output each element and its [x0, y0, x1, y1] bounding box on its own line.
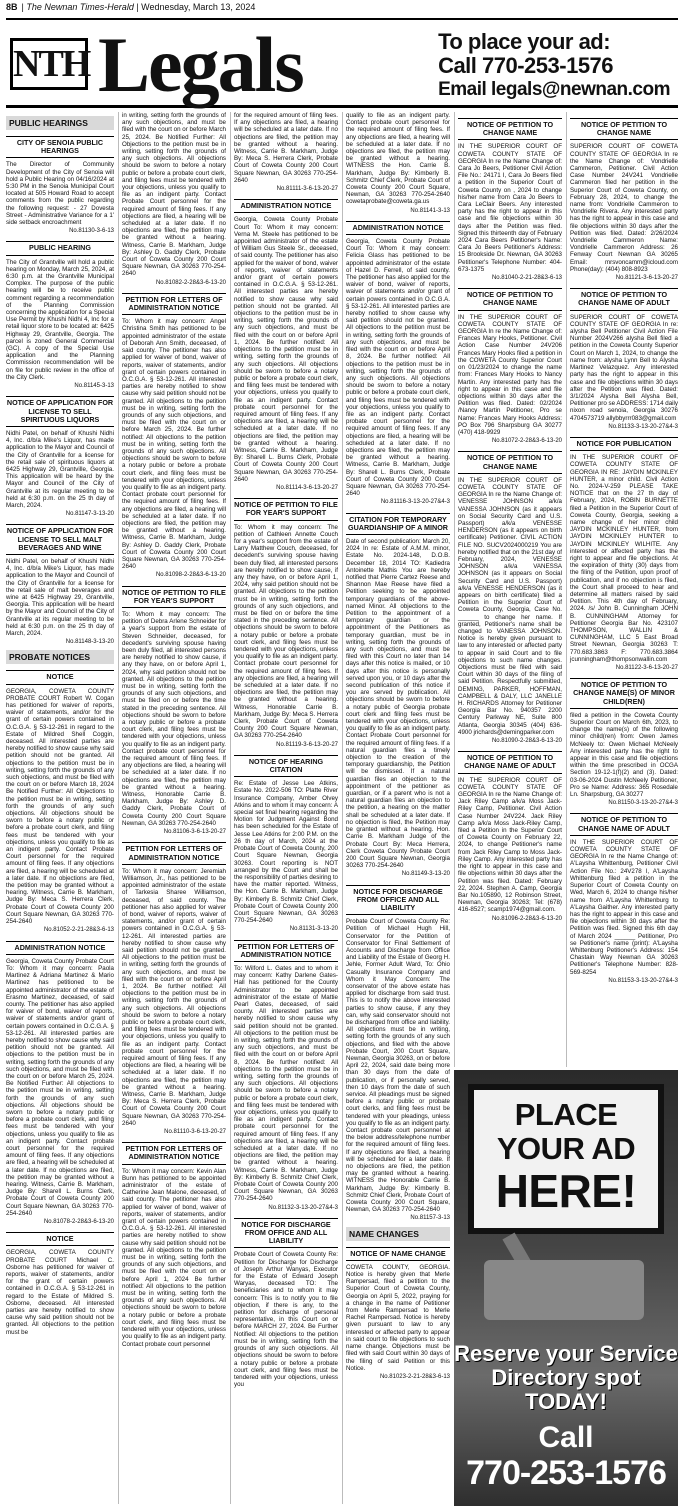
- notice-body: To: Wilford L. Gates and to whom it may concern: Kathy Darlene Gates-Hall has petitioned for the County Administrator to be appointed administrator of the estate of Mattie Pearl Gates, deceased, of said county. All interested parties are hereby notified to show cause why said petition should not be granted. All objections to the petition must be in writing, setting forth the grounds of any such objections, and must be filed with the court on or before April 8, 2024. Be further notified: All objections to the petition must be in writing, setting forth the grounds of any such objections. All objections should be sworn to before a notary public or before a probate court clerk, and filing fees must be tendered with your objections, unless you qualify to file as an indigent party. Contact probate court personnel for the required amount of filing fees. If any objections are filed, a hearing will be scheduled at a later date. If no objections are filed, the petition may be granted without a hearing. Witness, Carrie B. Markham, Judge By: Kimberly B. Schmitz Chief Clerk, Probate Court of Coweta County 200 Court Square Newnan, GA 30263 770-254-2640: [234, 964, 338, 1203]
- notice-title: NOTICE OF NAME CHANGE: [346, 1247, 450, 1261]
- notice-body: COWETA COUNTY, GEORGIA. Notice is hereby given that Merle Rampersad, filed a petition to the Superior Court of Coweta County, Georgia on April 5, 2022, praying for a change in the name of Petitioner from Merle Rampersad to Merle Rachel Rampersad. Notice is hereby given pursuant to law to any interested or affected party to appear in said court to file objections to such name change. Objections must be filed with said Court within 30 days of the filing of said Petition or this Notice.: [346, 1263, 450, 1372]
- nth-logo: NTH: [10, 38, 88, 90]
- notice-title: NOTICE OF APPLICATION FOR LICENSE TO SELL SPIRITUOUS LIQUORS: [6, 396, 114, 427]
- notice-ref: No.81149-3-13-20: [401, 871, 450, 878]
- notice-body: SUPERIOR COURT OF COWETA COUNTY STATE OF GEORGIA In re the Name Change of: Vondrielle Cammeron, Petitioner. Civil Action Case Number 24V241 Vondrielle Cammeron filed her petition in the Superior Court of Coweta County, on February 28, 2024, to change the name from: Vondrielle Cammeron to Vondrielle Rivera. Any interested party has the right to appear in this case and file objections within 30 days after the Petition was filed. Dated: 2/26/2024 Vondrielle Cammeron Name: Vondrielle Cammeron Address: 26 Fenway Court Newnan GA 30265 Email: mrsvoncamm@icloud.com Phone(day): (404) 808-8923: [570, 143, 678, 273]
- notice-body: Probate Court of Coweta County Re: Petition for Discharge for Discharge of Joseph Arthur Wanyas, Executor for the Estate of Edward Joseph Waryas, deceased TO: The beneficiaries and to whom it may concern: This is to notify you to file objection, if there is any, to the petition for discharge of personal representative, in this Court on or before MARCH 27, 2024. Be Further Notified: All objections to the petition must be in writing, setting forth the grounds of any such objections. All objections should be sworn to before a notary public or before a probate court clerk, and filing fees must be tendered with your objections, unless you: [234, 1251, 338, 1389]
- notice-ref: No.81148-3-13-20: [65, 639, 114, 646]
- notice-ref: No.81145-3-13: [74, 383, 114, 390]
- place-ad-phone: Call 770-253-1576: [438, 53, 614, 78]
- notice-title: ADMINISTRATION NOTICE: [346, 221, 450, 235]
- ad-call-label: Call: [538, 1421, 594, 1454]
- notice-ref: No.81121-3-6-13-20-27: [615, 275, 678, 282]
- notice-body: filed a petition in the Coweta County Superior Court on March 6th, 2023, to change the name(s) of the following minor child(ren) from: Owen James McNeely to: Owen Michael McNeely Any interested party has the right to appear in this case and file objections within the time prescribed in OCGA Section 19-12-1(f)(2) and (3). Dated: 03-06-2024 Dustin McNeely Petitioner, Pro se Name: Address: 365 Rosedale Ln. Sharpsburg, GA 30277: [570, 711, 678, 799]
- notice-ref: No.81072-2-28&3-6-13-20: [491, 438, 562, 445]
- ad-sign-text: [474, 1098, 658, 1216]
- page-number: 8B: [6, 2, 18, 12]
- notice-title: NOTICE FOR PUBLICATION: [570, 437, 678, 451]
- notice-title: ADMINISTRATION NOTICE: [234, 199, 338, 213]
- notice-ref: No.81141-3-13: [410, 207, 450, 214]
- page-folio: 8B | The Newnan Times-Herald | Wednesday, March 13, 2024: [6, 2, 256, 12]
- notice-body: IN THE SUPERIOR COURT OF COWETA COUNTY STATE OF GEORGIA IN RE: JAYDIN MCKINLEY HUNTER, a minor child. Civil Action No. 2024-V-259 PLEASE TAKE NOTICE that on the 27 th day of February, 2024, ROBIN BURNETTE filed a Petition in the Superior Court of Coweta County, Georgia, seeking a name change of her minor child JAYDIN MCKINLEY HUNTER, from JAYDIN MCKINLEY HUNTER to JAYDIN MCKINLEY WILHITE. Any interested or affected party has the right to appear and file objections. At the expiration of thirty (30) days from the filing of the Petition, upon proof of publication, and if no objection is filed, the Court shall proceed to hear and determine all matters raised by said Petition. This 4th day of February, 2024. /s/ John B. Cunningham JOHN B. CUNNINGHAM Attorney for Petitioner Georgia Bar No. 423107 THOMPSON, WALLIN & CUNNINGHAM, LLC 5 East Broad Street Newnan, Georgia 30263 T: 770.683.3863 F: 770.683.3864 jcunningham@thompsonwallin.com: [570, 454, 678, 663]
- notice-ref: No.81122-3-6-13-20-27: [615, 665, 678, 672]
- notice-title: NOTICE OF PETITION TO CHANGE NAME OF ADULT: [570, 288, 678, 310]
- ad-phone-number: 770-253-1576: [466, 1454, 666, 1492]
- place-ad-heading: To place your ad:: [438, 29, 611, 54]
- issue-date: Wednesday, March 13, 2024: [141, 2, 256, 12]
- notice-title: NOTICE OF PETITION TO CHANGE NAME: [458, 288, 562, 310]
- notice-ref: No.81078-2-28&3-6-13-20: [43, 1219, 114, 1226]
- notice-title: PETITION FOR LETTERS OF ADMINISTRATION NOTICE: [122, 1142, 226, 1164]
- notice-body: To: Whom it may concern: The petition of Debra Arlene Schneider for a year's support from the estate of Steven Schneider, deceased, for decedent's surviving spouse having been duly filed, all interested persons are hereby notified to show cause, if any they have, on or before April 1, 2024, why said petition should not be granted. All objections to the petition must be in writing, setting forth the grounds of any such objections, and must be filed on or before the time stated in the preceding sentence. All objections should be sworn to before a notary public or before a probate court clerk, and filing fees must be tendered with your objections, unless you qualify to file as an indigent party. Contact probate court personnel for the required amount of filing fees. If any objections are filed, a hearing will be scheduled at a later date. If no objections are filed, the petition may be granted without a hearing. Witness, Honorable Carrie B. Markham, Judge By: Ashley D. Gaddy Clerk, Probate Court of Coweta County 200 Court Square Newnan, GA 30263 770-254-2640: [122, 611, 226, 827]
- notice-title: NOTICE OF PETITION TO CHANGE NAME: [458, 118, 562, 140]
- notice-title: NOTICE OF PETITION TO FILE FOR YEAR'S SUPPORT: [234, 498, 338, 520]
- section-header-name-changes: NAME CHANGES: [346, 1227, 450, 1241]
- notice-ref: No.81040-2-21-28&3-6-13: [491, 275, 562, 282]
- column-2: [118, 112, 226, 1504]
- notice-ref: No.81110-3-6-13-20-27: [164, 1129, 226, 1136]
- notice-ref: No.81090-2-28&3-6-13-20: [491, 738, 562, 745]
- notice-ref: No.81150-3-13-20-27&4-3: [608, 800, 678, 807]
- notice-title: CITATION FOR TEMPORARY GUARDIANSHIP OF A MINOR: [346, 513, 450, 535]
- notice-body: Nidhi Patel, on behalf of Khushi Nidhi 4, Inc. d/b/a Mike's Liquor, has made application to the Mayor and Council of the City of Grantville for a license for the retail sale of spirituous liquors at 6425 Highway 29, Grantville, Georgia. This application will be heard by the Mayor and Council of the City of Grantville at its regular meeting to be held at 6:30 p.m. on the 25 th day of March, 2024.: [6, 429, 114, 509]
- notice-body: Re: Estate of Jesse Lee Atkins, Estate No. 2022-506 TO: Platte River Insurance Company, Amber Olvey Atkins and to whom it may concern: A special set final hearing regarding the Motion for Judgment Against Bond has been scheduled for the Estate of Jesse Lee Atkins for 2:00 P.M. on the 26 th day of March, 2024 at the Probate Court of Coweta County, 200 Court Square Newnan, Georgia 30263. Court reporting is NOT arranged by the Court and shall be the responsibility of parties desiring to have the matter reported. Witness, the Hon. Carrie B. Markham, Judge By: Kimberly B. Schmitz Chief Clerk, Probate Court of Coweta County 200 Court Square Newnan, GA 30263 770-254-2640: [234, 780, 338, 925]
- notice-title: NOTICE OF PETITION TO CHANGE NAME: [458, 451, 562, 473]
- notice-title: NOTICE OF PETITION TO CHANGE NAME: [570, 118, 678, 140]
- paper-name: The Newnan Times-Herald: [26, 2, 134, 12]
- column-4: [342, 112, 450, 1504]
- notice-title: NOTICE OF PETITION TO FILE FOR YEAR'S SUPPORT: [122, 586, 226, 608]
- ad-sign-line2: HERE!: [495, 1165, 637, 1217]
- ad-signboard: [468, 1084, 664, 1234]
- notice-ref: No.81052-2-21-28&3-6-13: [43, 927, 114, 934]
- notice-title: PUBLIC HEARING: [6, 241, 114, 255]
- notice-body: Probate Court of Coweta County Re: Petition of Michael Hugh Hill, Conservator for the Petition of Conservator for Final Settlement of Accounts and Discharge from Office and Liability of the Estate of Georg H. Jehle, Former Adult Ward, To: Ohio Casualty Insurance Company and Whom it May Concern: The conservator of the above estate has applied for discharge from said trust. This is to notify the above interested parties to show cause, if any they can, why said conservator should not be discharged from office and liability. All objections must be in writing, setting forth the grounds of any such objections, and filed with the above Probate Court, 200 Court Square, Newnan, Georgia 30263, on or before April 22, 2024, said date being more than 30 days from the date of publication, or if personally served, then 10 days from the date of such service. All pleadings must be signed before a notary public or probate court clerks, and filing fees must be tendered with your pleadings, unless you qualify to file as an indigent party. Contact probate court personnel at the below address/telephone number for the required amount of filing fees. If any objections are filed, a hearing will be scheduled for a later date. If no objections are filed, the petition may be granted without a hearing. WITNESS the Honorable Carrie B. Markham, Judge By: Kimberly B. Schmitz Chief Clerk, Probate Court of Coweta County 200 Court Square, Newnan, GA 30263 770-254-2640: [346, 918, 450, 1214]
- notice-body: Georgia, Coweta County Probate Court To: Whom it may concern: Felicia Glass has petitioned to be appointed administrator of the estate of Hazel D. Ferrell, of said county. The petitioner has also applied for the waiver of bond, waiver of reports, waiver of statements and/or grant of certain powers contained in O.C.G.A. § 53-12-261. All interested parties are hereby notified to show cause why said petition should not be granted. All objections to the petition must be in writing, setting forth the grounds of any such objections, and must be filed with the court on or before April 8, 2024. Be further notified: All objections to the petition must be in writing, setting forth the grounds of any such objections. All objections should be sworn to before a notary public or before a probate court clerk, and filing fees must be tendered with your objections, unless you qualify to file as an indigent party. Contact probate court personnel for the required amount of filing fees. If any objections are filed, a hearing will be scheduled at a later date. If no objections are filed, the petition may be granted without a hearing. Witness, Carrie B. Markham, Judge By: Sharell L. Burns Clerk, Probate Court of Coweta County 200 Court Square Newnan, GA 30263 770-254-2640: [346, 238, 450, 498]
- notice-ref: No.81114-3-6-13-20-27: [276, 484, 338, 491]
- notice-body: in writing, setting forth the grounds of any such objections, and must be filed with the court on or before March 25, 2024. Be Notified Further: All Objections to the petition must be in writing, setting forth the grounds of any such objections. All objections should be sworn to before a notary public or before a probate court clerk, and filing fees must be tendered with your objections, unless you qualify to file as an indigent party. Contact Probate Court personnel for the required amount of filing fees. If any objections are filed, a hearing will be scheduled at a later date. If no objections are filed, the petition may be granted without a hearing. Witness, Carrie B. Markham, Judge By: Ashley D. Gaddy Clerk, Probate Court of Coweta County 200 Court Square Newnan, GA 30263 770-254-2640: [122, 112, 226, 278]
- notice-title: NOTICE FOR DISCHARGE FROM OFFICE AND ALL LIABILITY: [234, 1218, 338, 1249]
- notice-title: NOTICE OF PETITION TO CHANGE NAME OF ADULT: [570, 813, 678, 835]
- notice-title: NOTICE OF APPLICATION FOR LICENSE TO SELL MALT BEVERAGES AND WINE: [6, 524, 114, 555]
- notice-title: NOTICE: [6, 670, 114, 684]
- notice-body: To: Whom it may concern: Kevin Alan Bunn has petitioned to be appointed administrator of the estate of Catherine Jean Malone, deceased, of said county. The petitioner has also applied for waiver of bond, waiver of reports, waiver of statements, and/or grant of certain powers contained in O.C.G.A. § 53-12-261. All interested parties are hereby notified to show cause why said petition should not be granted. All objections to the petition must be in writing, setting forth the grounds of any such objections, and must be filed with the court on or before April 1, 2024 Be further notified: All objections to the petition must be in writing, setting forth the grounds of any such objections. All objections should be sworn to before a notary public or before a probate court clerk, and filing fees must be tendered with your objections, unless you qualify to file as an indigent party. Contact probate court personnel: [122, 1167, 226, 1348]
- column-3: [230, 112, 338, 1504]
- notice-title: NOTICE OF PETITION TO CHANGE NAME OF ADULT: [458, 751, 562, 773]
- notice-title: NOTICE OF HEARING CITATION: [234, 755, 338, 777]
- notice-ref: No.81157-3-13: [410, 1215, 450, 1222]
- notice-body: Georgia, Coweta County Probate Court To: Whom it may concern: Verna M. Steele has petitioned to be appointed administrator of the estate of William Gus Steele Sr., deceased, of said county. The petitioner has also applied for the waiver of bond, waiver of reports, waiver of statements and/or grant of certain powers contained in O.C.G.A. § 53-12-261. All interested parties are hereby notified to show cause why said petition should not be granted. All objections to the petition must be in writing, setting forth the grounds of any such objections, and must be filed with the court on or before April 1, 2024. Be further notified: All objections to the petition must be in writing, setting forth the grounds of any such objections. All objections should be sworn to before a notary public or before a probate court clerk, and filing fees must be tendered with your objections, unless you qualify to file as an indigent party. Contact probate court personnel for the required amount of filing fees. If any objections are filed, a hearing will be scheduled at a later date. If no objections are filed, the petition may be granted without a hearing. Witness, Carrie B. Markham, Judge By: Sharell L. Burns Clerk, Probate Court of Coweta County 200 Court Square Newnan, GA 30263 770-254-2640: [234, 216, 338, 483]
- ad-reserve-text: Reserve your Service Directory spot TODAY!: [454, 1341, 678, 1414]
- notice-body: SUPERIOR COURT OF COWETA COUNTY STATE OF GEORGIA In re: alysha Bell Petitioner Civil Action File Number 2024V266 alysha Bell filed a petition in the Coweta County Superior Court on March 1, 2024, to change the name from: alysha Lynn Bell to Alysha Martinez Velazquez. Any interested party has the right to appear in this case and file objections within 30 days after the Petition was filed. Dated: 3/1/2024 Alysha Bell Alysha Bell, Petitioner pro se ADDRESS: 1714 daily nixon road senoia, Georgia 30276 4704573719 allybbyrrr083@gmail.com: [570, 313, 678, 422]
- notice-title: PETITION FOR LETTERS OF ADMINISTRATION NOTICE: [122, 293, 226, 315]
- notice-ref: No.81131-3-13-20: [289, 926, 338, 933]
- section-header-public-hearings: PUBLIC HEARINGS: [6, 116, 114, 130]
- notice-title: ADMINISTRATION NOTICE: [6, 941, 114, 955]
- notice-ref: No.81130-3-6-13: [69, 228, 114, 235]
- notice-ref: No.81082-2-28&3-6-13-20: [155, 279, 226, 286]
- section-title: Legals: [98, 21, 303, 108]
- notice-body: The City of Grantville will hold a public hearing on Monday, March 25, 2024, at 6:30 p.m. at the Grantville Municipal Complex. The purpose of the public hearing will be to receive public comment regarding a recommendation of the Planning Commission concerning the application for a Special Use Permit by Khushi Nidhi 4, Inc for a retail liquor store to be located at: 6425 Highway 29, Grantville, Georgia. The parcel is zoned General Commercial (GC). A copy of the Special Use application and the Planning Commission recommendation will be on file for public review in the office of the City Clerk.: [6, 258, 114, 381]
- notice-title: PETITION FOR LETTERS OF ADMINISTRATION NOTICE: [234, 940, 338, 962]
- ad-sign-line1: PLACE YOUR AD: [496, 1097, 636, 1166]
- notice-title: NOTICE FOR DISCHARGE FROM OFFICE AND ALL LIABILITY: [346, 885, 450, 916]
- notice-body: for the required amount of filing fees. If any objections are filed, a hearing will be scheduled at a later date. If no objections are filed, the petition may be granted without a hearing. Witness, Carrie B. Markham, Judge By: Meca S. Herrera Clerk, Probate Court of Coweta County 200 Court Square Newnan, GA 30263 770-254-2640: [234, 112, 338, 184]
- service-directory-ad: [454, 1070, 678, 1506]
- notice-title: NOTICE OF PETITION TO CHANGE NAME(S) OF MINOR CHILD(REN): [570, 678, 678, 709]
- ad-equipment-body: [484, 1260, 644, 1320]
- notice-body: The Director of Community Development of the City of Senoia will hold a Public Hearing on 04/16/2024 at 5:30 PM in the Senoia Municipal Court located at 505 Howard Road to accept comments from the public regarding the following request: - 27 Dovesta Street - Administrative Variance for a 1' side setback encroachment: [6, 161, 114, 227]
- column-6: [566, 112, 678, 1067]
- notice-body: Date of second publication: March 20, 2024 In re: Estate of A.M.M. minor, Estate No. 2024-148, D.O.B. December 18, 2014 TO: Kadiedra Antoinette Mathis You are hereby notified that Pierre Cartez Reese and Shannon Mae Reese have filed a Petition seeking to be appointed temporary guardians of the above-named Minor. All objections to the Petition to the appointment of a temporary guardian or the appointment of the Petitioners as temporary guardian, must be in writing, setting forth the grounds of any such objections, and must be filed with this Court no later than 14 days after this notice is mailed, or 10 days after this notice is personally served upon you, or 10 days after the second publication of this notice if you are served by publication. All objections should be sworn to before a notary public of Georgia probate court clerk and filing fees must be tendered with your objections, unless you qualify to file as an indigent party. Contact Probate Court personnel for the required amount of filing fees. If a natural guardian files a timely objection to the creation of the temporary guardianship, the Petition will be dismissed. If a natural guardian files an objection to the appointment of the petitioner as guardian, or if a parent who is not a natural guardian files an objection to the petition, a hearing on the matter shall be scheduled at a later date. If no objection is filed, the Petition may be granted without a hearing. Hon. Carrie B. Markham Judge of the Probate Court By: Meca Herrera, Clerk Coweta County Probate Court 200 Court Square Newnan, Georgia 30263 770-254-2640: [346, 537, 450, 870]
- notice-ref: No.81106-3-6-13-20-27: [163, 829, 226, 836]
- notice-ref: No.81147-3-13-20: [65, 511, 114, 518]
- notice-ref: No.81096-2-28&3-6-13-20: [491, 915, 562, 922]
- notice-title: CITY OF SENOIA PUBLIC HEARINGS: [6, 136, 114, 158]
- notice-ref: No.81132-3-13-20-27&4-3: [268, 1204, 338, 1211]
- notice-ref: No.81119-3-6-13-20-27: [276, 741, 338, 748]
- notice-ref: No.81023-2-21-28&3-6-13: [379, 1373, 450, 1380]
- notice-title: PETITION FOR LETTERS OF ADMINISTRATION NOTICE: [122, 842, 226, 864]
- place-ad-email: Email legals@newnan.com: [438, 79, 670, 100]
- notice-body: GEORGIA, COWETA COUNTY PROBATE COURT Michael C. Osborne has petitioned for waiver of reports, waiver of statements, and/or for the grant of certain powers contained in O.C.G.A. § 53-12-261 in regard to the Estate of Mildred S. Osborne, deceased. All interested parties are hereby notified to show cause why said petition should not be granted. All objections to the petition must be: [6, 1249, 114, 1336]
- notice-body: GEORGIA, COWETA COUNTY PROBATE COURT Robert W. Cogan has petitioned for waiver of reports, waiver of statements, and/or for the grant of certain powers contained in O.C.G.A. § 53-12-261 in regard to the Estate of Mildred Shell Coggin, deceased. All interested parties are hereby notified to show cause why said petition should not be granted. All objections to the petition must be in writing, setting forth the grounds of any such objections, and must be filed with the court on or before March 18, 2024 Be Notified Further: All Objections to the petition must be in writing, setting forth the grounds of any such objections. All objections should be sworn to before a notary public or before a probate court clerk, and filing fees must be tendered with your objections, unless you qualify to file as an indigent party. Contact Probate Court personnel for the required amount of filing fees. If any objections are filed, a hearing will be scheduled at a later date. If no objections are filed, the petition may be granted without a hearing. Witness, Carrie B. Markham, Judge By: Meca S. Herrera Clerk, Probate Court of Coweta County 200 Court Square Newnan, GA 30263 770-254-2640: [6, 687, 114, 926]
- place-ad-box: [438, 30, 670, 102]
- notice-body: Nidhi Patel, on behalf of Khushi Nidhi 4, Inc. d/b/a Mike's Liquor, has made application to the Mayor and Council of the City of Grantville for a license for the retail sale of malt beverages and wine at 6425 Highway 29, Grantville, Georgia. This application will be heard by the Mayor and Council of the City of Grantville at its regular meeting to be held at 6:30 p.m. on the 25 th day of March, 2024.: [6, 557, 114, 637]
- notice-body: IN THE SUPERIOR COURT OF COWETA COUNTY STATE OF GEORGIA In re the Name Change of: Jack Riley Camp a/k/a Moss Jack-Riley Camp, Petitioner. Civil Action Case Number 24V224. Jack Riley Camp a/k/a Moss Jack-Riley Camp, filed a Petition in the Superior Court of Coweta County on February 22, 2024, to change Petitioner's name from Jack Riley Camp to Moss Jack-Riley Camp. Any interested party has the right to appear in this case and file objections within 30 days after the Petition was filed. Dated: February 22, 2024. Stephen A. Camp, Georgia Bar No.105890, 12 Robinson Street, Newnan, Georgia 30263; Tel: (678) 416-8527; scamp1974@gmail.com.: [458, 776, 562, 914]
- notice-body: To: Whom it may concern: Angel Christina Smith has petitioned to be appointed administrator of the estate of Deborah Ann Smith, deceased, of said county. The petitioner has also applied for waiver of bond, waiver of reports, waiver of statements, and/or grant of certain powers contained in O.C.G.A. § 53-12-261. All interested parties are hereby notified to show cause why said petition should not be granted. All objections to the petition must be in writing, setting forth the grounds of any such objections, and must be filed with the court on or before March 25, 2024. Be further notified: All objections to the petition must be in writing, setting forth the grounds of any such objections. All objections should be sworn to before a notary public or before a probate court clerk, and filing fees must be tendered with your objections, unless you qualify to file as an indigent party. Contact probate court personnel for the required amount of filing fees. If any objections are filed, a hearing will be scheduled at a later date. If no objections are filed, the petition may be granted without a hearing. Witness, Carrie B. Markham, Judge By: Ashley D. Gaddy Clerk, Probate Court of Coweta County 200 Court Square Newnan, GA 30263 770-254-2640: [122, 318, 226, 571]
- notice-ref: No.81133-3-13-20-27&4-3: [608, 423, 678, 430]
- notice-body: IN THE SUPERIOR COURT OF COWETA COUNTY STATE OF GEORGIA In re the Name Change of: Frances Mary Hooks, Petitioner. Civil Action Case Number 24V206 Frances Mary Hooks filed a petition in the COWETA County Superior Court on 01/23/2024 to change the name from: Frances Mary Hooks to Nancy Martin. Any interested party has the right to appear in this case and file objections within 30 days after the Petition was filed. Dated: 02/2024 /Nancy Martin Petitioner, Pro se Name: Frances Mary Hooks Address: PO Box 796 Sharpsburg GA 30277 (470) 418-9929: [458, 313, 562, 436]
- section-header-probate: PROBATE NOTICES: [6, 650, 114, 664]
- notice-ref: No.81111-3-6-13-20-27: [276, 186, 338, 193]
- notice-body: IN THE SUPERIOR COURT OF COWETA COUNTY STATE OF GEORGIA In re the Name Change of: Cara Jo Beers, Petitioner Civil Action File No.: 24171 I, Cara Jo Beers filed a petition in the Superior Court of Coweta County on , 2024 to change his/her name from Cara Jo Beers to Cara LeClair Beers. Any interested party has the right to appear in this case and file objections within 30 days after the Petition was filed. Signed this thirteenth day of February 2024 Cara Beers Petitioner's Name: Cara Jo Beers Petitioner's Address: 15 Brookside Dr. Newnan, GA 30263 Petitioner's Telephone Number: 404-673-1375: [458, 143, 562, 273]
- notice-body: IN THE SUPERIOR COURT OF COWETA COUNTY STATE OF GEORGIA In re the Name Change of: VENESSE JOHNSON a/k/a VANESSA JOHNSON (as it appears on Social Security Card and U.S. Passport) a/k/a VENESSE HENDERSON (as it appears on birth certificate) Petitioner. CIVIL ACTION FILE NO. SUCV2024000219 You are hereby notified that on the 21st day of February, 2024, VENESSE JOHNSON a/k/a VANESSA JOHNSON (as it appears on Social Security Card and U.S. Passport) a/k/a VENESSE HENDERSON (as it appears on birth certificate) filed a Petition in the Superior Court of Coweta County, Georgia, Case No. ______ to change her name. If granted, Petitioner's name shall be changed to VANESSA JOHNSON. Notice is hereby given pursuant to law to any interested or affected party to appear in said Court and to file objections to such name changes. Objections must be filed with said Court within 30 days of the filing of said Petition. Respectfully submitted, DEMING, PARKER, HOFFMAN, CAMPBELL & DALY, LLC JANELLE H. RICHARDS Attorney for Petitioner Georgia Bar No. 940357 2200 Century Parkway NE, Suite 800 Atlanta, Georgia 30345 (404) 636-4900 jrichards@demingparker.com: [458, 476, 562, 736]
- notice-body: qualify to file as an indigent party. Contact probate court personnel for the required amount of filing fees. If any objections are filed, a hearing will be scheduled at a later date. If no objections are filed, the petition may be granted without a hearing. WITNESS the Hon. Carrie B. Markham, Judge By: Kimberly B. Schmitz Chief Clerk, Probate Court of Coweta County 200 Court Square, Newnan, GA 30263 770-254-2640 cowetaprobate@coweta.ga.us: [346, 112, 450, 206]
- notice-body: Georgia, Coweta County Probate Court To: Whom it may concern: Paola Martinez & Adriana Martinez & Mario Martinez has petitioned to be appointed administrator of the estate of Erasmo Martinez, deceased, of said county. The petitioner has also applied for waiver of bond, waiver of reports, waiver of statements and/or grant of certain powers contained in O.C.G.A. § 53-12-261. All interested parties are hereby notified to show cause why said petition should not be granted. All objections to the petition must be in writing, setting forth the grounds of any such objections, and must be filed with the court on or before March 25, 2024. Be Notified Further: All objections to the petition must be in writing, setting forth the grounds of any such objections. All objections should be sworn to before a notary public or before a probate court clerk, and filing fees must be tendered with your objections, unless you qualify to file as an indigent party. Contact probate court personnel for the required amount of filing fees. If any objections are filed, a hearing will be scheduled at a later date. If no objections are filed, the petition may be granted without a hearing. Witness, Carrie B. Markham, Judge By: Sharell L. Burns Clerk, Probate Court of Coweta County 200 Court Square Newnan, GA 30263 770-254-2640: [6, 957, 114, 1217]
- notice-ref: No.81116-3-13-20-27&4-3: [380, 499, 450, 506]
- notice-body: To: Whom it may concern: The petition of Cathleen Annette Couch for a year's support from the estate of Larry Matthew Couch, deceased, for decedent's surviving spouse having been duly filed, all interested persons are hereby notified to show cause, if any they have, on or before April 1, 2024, why said petition should not be granted. All objections to the petition must be in writing, setting forth the grounds of any such objections, and must be filed on or before the time stated in the preceding sentence. All objections should be sworn to before a notary public or before a probate court clerk, and filing fees must be tendered with your objections, unless you qualify to file as an indigent party. Contact probate court personnel for the required amount of filing fees. If any objections are filed, a hearing will be scheduled at a later date. If no objections are filed, the petition may be granted without a hearing. Witness, Honorable Carrie B. Markham, Judge By: Meca S. Herrera Clerk, Probate Court of Coweta County 200 Court Square Newnan, GA 30263 770-254-2640: [234, 523, 338, 740]
- notice-body: To: Whom it may concern: Jeremiah Williamson, Jr., has petitioned to be appointed administrator of the estate of Tarkesia Sharee Williamson, deceased, of said county. The petitioner has also applied for waiver of bond, waiver of reports, waiver of statements, and/or grant of certain powers contained in O.C.G.A. § 53-12-261. All interested parties are hereby notified to show cause why said petition should not be granted. All objections to the petition must be in writing, setting forth the grounds of any such objections, and must be filed with the court on or before April 1, 2024. Be further notified: All objections to the petition must be in writing, setting forth the grounds of any such objections. All objections should be sworn to before a notary public or before a probate court clerk, and filing fees must be tendered with your objections, unless you qualify to file as an indigent party. Contact probate court personnel for the required amount of filing fees. If any objections are filed, a hearing will be scheduled at a later date. If no objections are filed, the petition may be granted without a hearing. Witness, Carrie B. Markham, Judge By: Meca S. Herrera Clerk, Probate Court of Coweta County 200 Court Square Newnan, GA 30263 770-254-2640: [122, 867, 226, 1127]
- column-5: [454, 112, 562, 1067]
- notice-ref: No.81153-3-13-20-27&4-3: [608, 977, 678, 984]
- notice-body: IN THE SUPERIOR COURT OF COWETA COUNTY STATE OF GEORGIA In re the Name Change of: A'Laysha Whittenburg, Petitioner Civil Action File No.: 24V278 I, A'Laysha Whittenburg filed a petition in the Superior Court of Coweta County on Wed, March 6, 2024 to change his/her name from A'Laysha Whittenburg to A'Laysha Gaither. Any interested party has the right to appear in this case and file objections within 30 days after the Petition was filed. Signed this 6th day of March 2024 ______ Petitioner, Pro se Petitioner's name (print): A'Laysha Whittenburg Petitioner's Address: 154 Chastain Way Newnan GA 30263 Petitioner's Telephone Number: 828-569-8254: [570, 838, 678, 976]
- column-1: [6, 112, 114, 1504]
- legals-masthead: [6, 18, 678, 108]
- notice-title: NOTICE: [6, 1232, 114, 1246]
- notice-ref: No.81098-2-28&3-6-13-20: [155, 572, 226, 579]
